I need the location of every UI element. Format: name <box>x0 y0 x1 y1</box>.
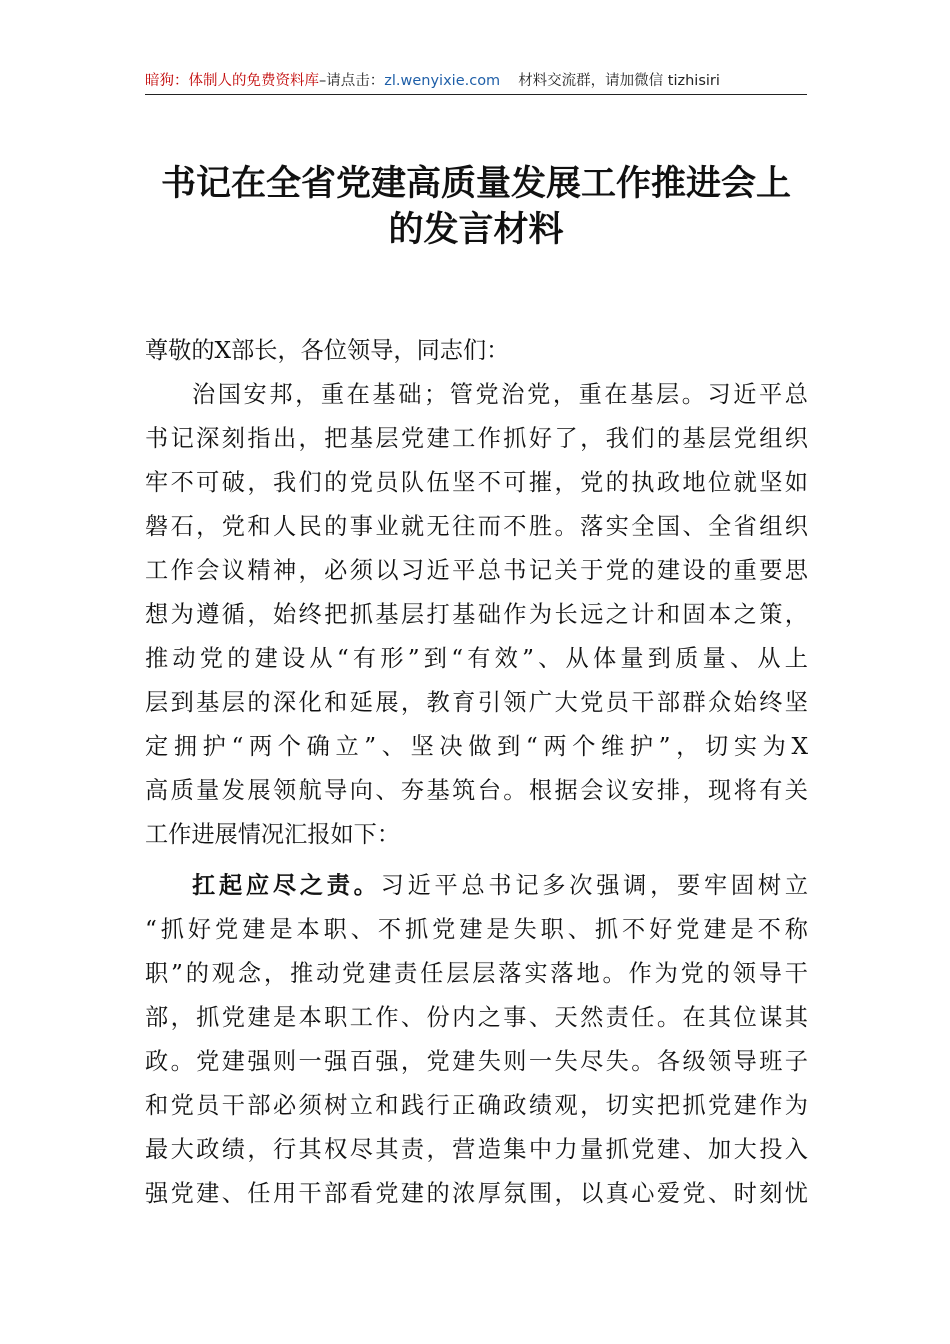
paragraph-gap <box>145 857 808 864</box>
paragraph-line: 和党员干部必须树立和践行正确政绩观，切实把抓党建作为 <box>145 1092 808 1119</box>
paragraph-line-rest: 习近平总书记多次强调，要牢固树立 <box>380 872 808 899</box>
paragraph-line: 定拥护“两个确立”、坚决做到“两个维护”，切实为X <box>145 733 808 760</box>
paragraph-line: 高质量发展领航导向、夯基筑台。根据会议安排，现将有关 <box>145 777 808 804</box>
salutation: 尊敬的X部长，各位领导，同志们： <box>145 337 510 364</box>
paragraph-line: 职”的观念，推动党建责任层层落实落地。作为党的领导干 <box>145 960 808 987</box>
document-title-line-1: 书记在全省党建高质量发展工作推进会上 <box>160 163 791 204</box>
paragraph-2 <box>145 864 808 1216</box>
paragraph-line: 牢不可破，我们的党员队伍坚不可摧，党的执政地位就坚如 <box>145 469 808 496</box>
paragraph-line: 磐石，党和人民的事业就无往而不胜。落实全国、全省组织 <box>145 513 808 540</box>
paragraph-heading: 扛起应尽之责。 <box>192 872 381 899</box>
paragraph-line: 治国安邦，重在基础；管党治党，重在基层。习近平总 <box>192 381 808 408</box>
paragraph-line <box>145 864 808 908</box>
paragraph-line: 政。党建强则一强百强，党建失则一失尽失。各级领导班子 <box>145 1048 808 1075</box>
paragraph-line: 部，抓党建是本职工作、份内之事、天然责任。在其位谋其 <box>145 1004 808 1031</box>
header-site-label: 暗狗：体制人的免费资料库 <box>145 73 319 89</box>
header-click-text: –请点击： <box>319 73 385 89</box>
paragraph-line: 推动党的建设从“有形”到“有效”、从体量到质量、从上 <box>145 645 808 672</box>
page-header <box>145 68 807 95</box>
paragraph-line: 层到基层的深化和延展，教育引领广大党员干部群众始终坚 <box>145 689 808 716</box>
document-body <box>145 329 808 1216</box>
paragraph-line: 工作进展情况汇报如下： <box>145 821 401 848</box>
paragraph-line: 书记深刻指出，把基层党建工作抓好了，我们的基层党组织 <box>145 425 808 452</box>
paragraph-1 <box>145 373 808 857</box>
paragraph-line: 强党建、任用干部看党建的浓厚氛围，以真心爱党、时刻忧 <box>145 1180 808 1207</box>
paragraph-line: 最大政绩，行其权尽其责，营造集中力量抓党建、加大投入 <box>145 1136 808 1163</box>
document-title-line-2: 的发言材料 <box>388 209 564 250</box>
paragraph-line: 工作会议精神，必须以习近平总书记关于党的建设的重要思 <box>145 557 808 584</box>
header-group-text: 材料交流群，请加微信 tizhisiri <box>518 73 720 89</box>
paragraph-line: “抓好党建是本职、不抓党建是失职、抓不好党建是不称 <box>145 916 808 943</box>
header-url-link[interactable]: zl.wenyixie.com <box>384 73 501 89</box>
paragraph-line: 想为遵循，始终把抓基层打基础作为长远之计和固本之策， <box>145 601 808 628</box>
